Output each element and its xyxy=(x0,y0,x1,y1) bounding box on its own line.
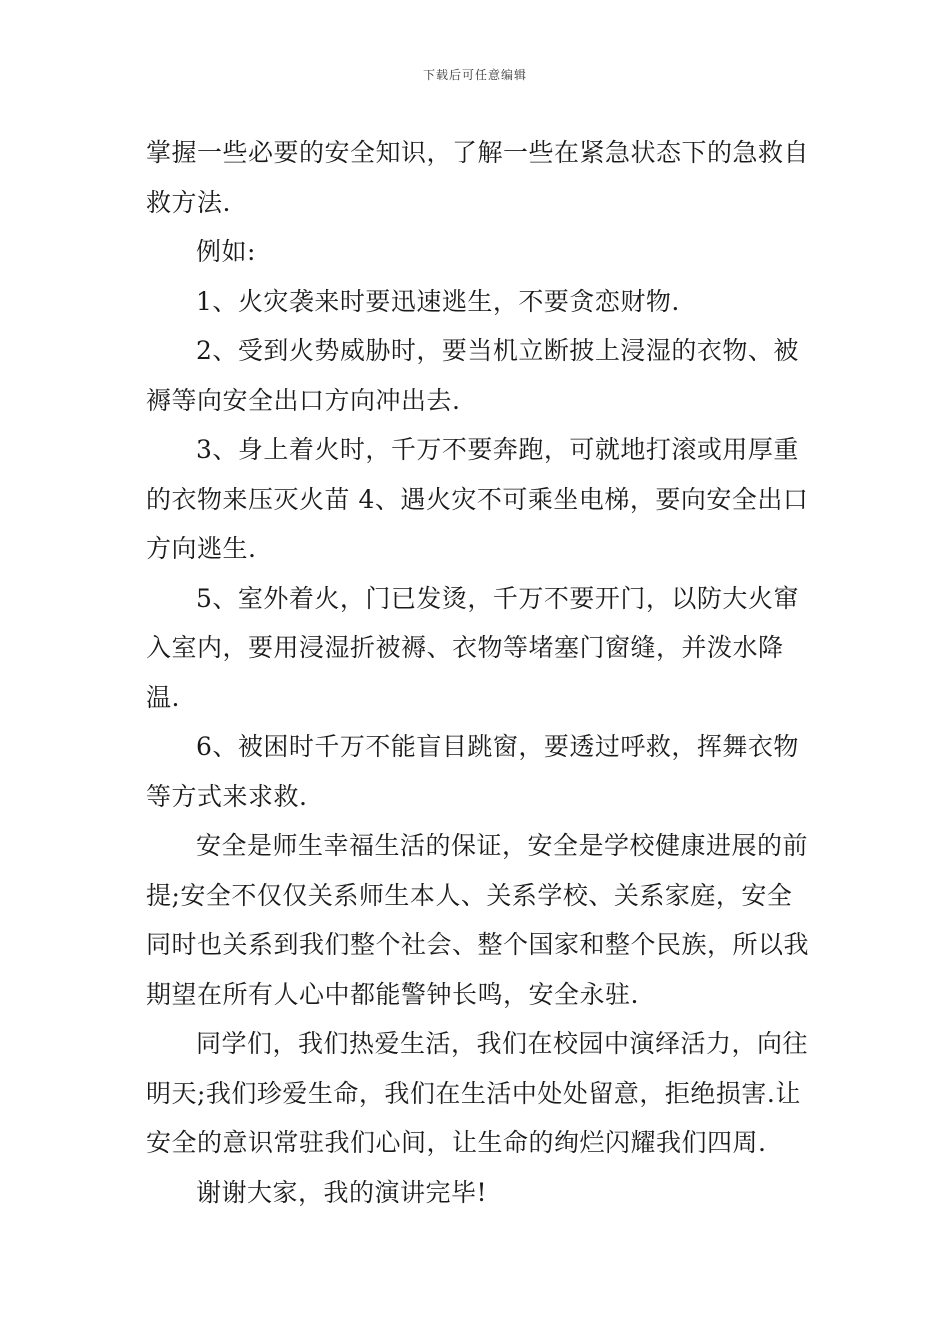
paragraph-call-to-students: 同学们，我们热爱生活，我们在校园中演绎活力，向往明天;我们珍爱生命，我们在生活中处处留意，拒绝损害.让安全的意识常驻我们心间，让生命的绚烂闪耀我们四周. xyxy=(146,1029,809,1157)
paragraph-safety-importance: 安全是师生幸福生活的保证，安全是学校健康进展的前提;安全不仅仅关系师生本人、关系学校、关系家庭，安全同时也关系到我们整个社会、整个国家和整个民族，所以我期望在所有人心中都能警钟长鸣，安全永驻. xyxy=(146,831,810,1009)
paragraph-item-6: 6、被困时千万不能盲目跳窗，要透过呼救，挥舞衣物等方式来求救. xyxy=(146,732,799,811)
paragraph-continuation: 掌握一些必要的安全知识，了解一些在紧急状态下的急救自救方法. xyxy=(146,138,810,217)
paragraph-closing: 谢谢大家，我的演讲完毕! xyxy=(196,1177,488,1207)
document-body xyxy=(146,128,814,1217)
header-note: 下载后可任意编辑 xyxy=(422,68,527,82)
paragraph-item-3-4: 3、身上着火时，千万不要奔跑，可就地打滚或用厚重的衣物来压灭火苗 4、遇火灾不可乘坐电梯，要向安全出口方向逃生. xyxy=(146,435,809,563)
paragraph-item-5: 5、室外着火，门已发烫，千万不要开门，以防大火窜入室内，要用浸湿折被褥、衣物等堵塞门窗缝，并泼水降温. xyxy=(146,583,799,712)
paragraph-item-1: 1、火灾袭来时要迅速逃生，不要贪恋财物. xyxy=(196,286,680,316)
paragraph-item-2: 2、受到火势威胁时，要当机立断披上浸湿的衣物、被褥等向安全出口方向冲出去. xyxy=(146,336,799,415)
paragraph-example-intro: 例如: xyxy=(196,237,256,266)
